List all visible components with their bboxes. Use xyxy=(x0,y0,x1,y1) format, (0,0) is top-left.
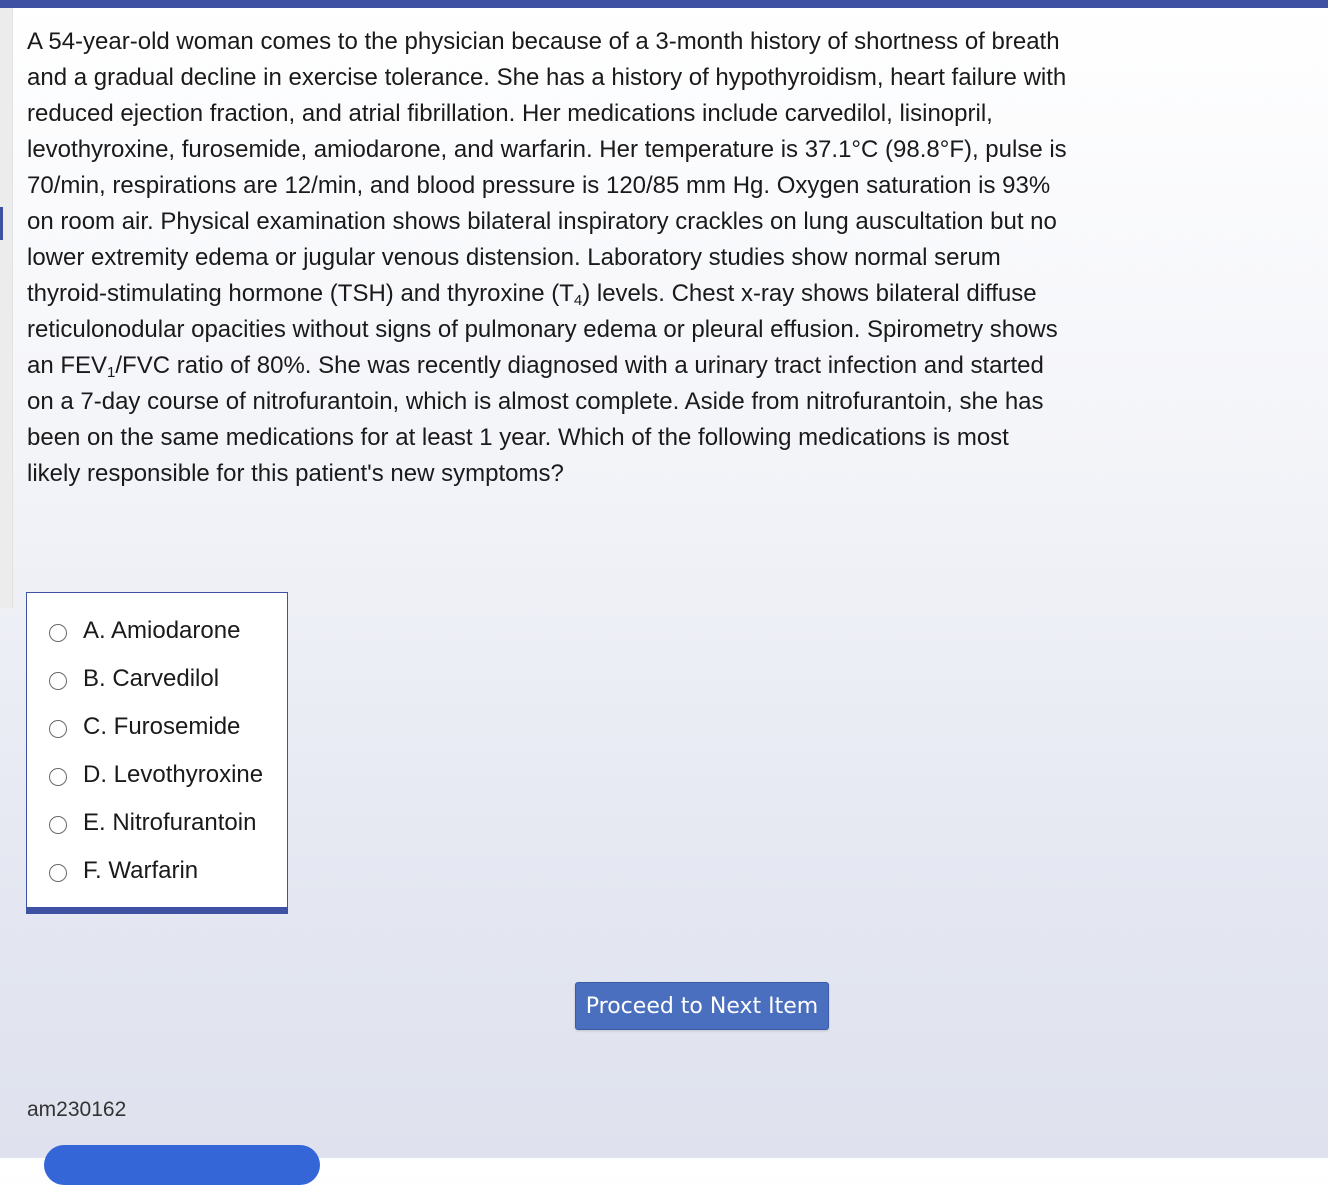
option-a[interactable] xyxy=(49,613,240,649)
radio-circle-icon[interactable] xyxy=(49,864,67,882)
option-f[interactable] xyxy=(49,853,198,889)
radio-circle-icon[interactable] xyxy=(49,624,67,642)
subscript-fev1: 1 xyxy=(107,364,116,381)
option-d[interactable] xyxy=(49,757,263,793)
option-e[interactable] xyxy=(49,805,256,841)
subscript-t4: 4 xyxy=(573,292,583,309)
option-label: B. Carvedilol xyxy=(83,665,220,692)
option-label: F. Warfarin xyxy=(83,857,199,884)
bottom-pill-button[interactable] xyxy=(44,1145,320,1185)
question-stem-text-1: A 54-year-old woman comes to the physician because of a 3-month history of shortness of breath and a gradual decline in exercise tolerance. She has a history of hypothyroidism, heart failure with reduced ejection fraction, and atrial fibrillation. Her medications include carvedilol, lisinopril, levothyroxine, furosemide, amiodarone, and warfarin. Her temperature is 37.1°C (98.8°F), pulse is 70/min, respirations are 12/min, and blood pressure is 120/85 mm Hg. Oxygen saturation is 93% on room air. Physical examination shows bilateral inspiratory crackles on lung auscultation but no lower extremity edema or jugular venous distension. Laboratory studies show normal serum thyroid-stimulating hormone (TSH) and thyroxine (T xyxy=(27,28,1067,307)
option-label: A. Amiodarone xyxy=(83,617,241,644)
question-stem-text-2: ) levels. Chest x-ray shows bilateral diffuse reticulonodular opacities without signs of pulmonary edema or pleural effusion. Spirometry shows an FEV xyxy=(27,280,1058,379)
option-label: D. Levothyroxine xyxy=(83,761,264,788)
proceed-next-button[interactable]: Proceed to Next Item xyxy=(575,982,829,1030)
answer-options-box xyxy=(26,592,288,914)
radio-circle-icon[interactable] xyxy=(49,768,67,786)
option-b[interactable] xyxy=(49,661,219,697)
option-c[interactable] xyxy=(49,709,240,745)
item-id: am230162 xyxy=(27,1098,127,1121)
radio-circle-icon[interactable] xyxy=(49,720,67,738)
left-scrollbar[interactable] xyxy=(0,8,13,608)
radio-circle-icon[interactable] xyxy=(49,816,67,834)
top-accent-bar xyxy=(0,0,1328,8)
radio-circle-icon[interactable] xyxy=(49,672,67,690)
left-scroll-marker xyxy=(0,207,3,240)
option-label: C. Furosemide xyxy=(83,713,241,740)
question-stem-text-3: /FVC ratio of 80%. She was recently diagnosed with a urinary tract infection and started on a 7-day course of nitrofurantoin, which is almost complete. Aside from nitrofurantoin, she has been on the same medications for at least 1 year. Which of the following medications is most likely responsible for this patient's new symptoms? xyxy=(27,352,1044,487)
option-label: E. Nitrofurantoin xyxy=(83,809,257,836)
question-stem xyxy=(27,24,1067,492)
